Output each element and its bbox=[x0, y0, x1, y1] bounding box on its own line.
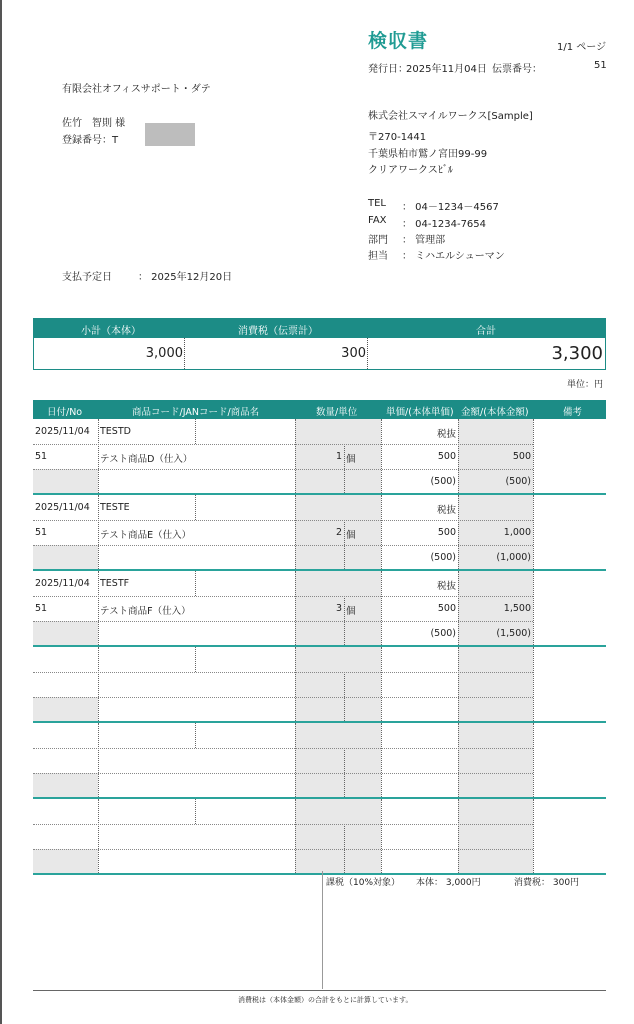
issue-date-label: 発行日： bbox=[368, 64, 408, 75]
item-amount: 1,000 bbox=[503, 527, 531, 538]
tel-value: ： 04－1234－4567 bbox=[402, 202, 499, 213]
shaded-cell bbox=[33, 469, 98, 493]
person-value: ： ミハエルシューマン bbox=[402, 251, 505, 262]
row-divider bbox=[33, 849, 533, 850]
column-divider bbox=[381, 799, 382, 873]
item-unit-price: 500 bbox=[437, 527, 456, 538]
slip-number-label: 伝票番号： bbox=[492, 64, 542, 75]
row-divider bbox=[33, 824, 533, 825]
column-divider bbox=[381, 419, 382, 493]
column-divider bbox=[533, 647, 534, 721]
col-date-no: 日付/No bbox=[47, 407, 83, 418]
shaded-cell bbox=[33, 545, 98, 569]
subtotal-value: 3,000 bbox=[145, 346, 183, 361]
column-divider bbox=[195, 419, 196, 444]
column-divider bbox=[458, 571, 459, 645]
slip-number: 51 bbox=[594, 60, 607, 71]
tax-base-amount: 本体： 3,000円 bbox=[416, 878, 481, 888]
row-divider bbox=[33, 545, 533, 546]
row-divider bbox=[33, 520, 533, 521]
subtotal-header: 小計（本体） bbox=[81, 326, 141, 337]
unit-label: 単位：円 bbox=[567, 380, 604, 390]
column-divider bbox=[98, 571, 99, 645]
column-divider bbox=[533, 799, 534, 873]
document-title: 検収書 bbox=[368, 30, 429, 52]
column-divider bbox=[533, 495, 534, 569]
column-divider bbox=[458, 723, 459, 797]
column-divider bbox=[295, 647, 296, 721]
col-remarks: 備考 bbox=[563, 407, 583, 418]
item-tax-type: 税抜 bbox=[436, 581, 456, 592]
item-no: 51 bbox=[35, 603, 48, 614]
item-base-price: (500) bbox=[430, 476, 456, 487]
shaded-cell bbox=[295, 647, 381, 721]
total-header: 合計 bbox=[476, 326, 496, 337]
row-divider bbox=[33, 697, 533, 698]
shaded-cell bbox=[33, 697, 98, 721]
recipient-company: 有限会社オフィスサポート・ダテ bbox=[62, 84, 211, 95]
shaded-cell bbox=[33, 773, 98, 797]
row-divider bbox=[33, 621, 533, 622]
person-label: 担当 bbox=[368, 251, 388, 262]
column-divider bbox=[98, 419, 99, 493]
item-code: TESTD bbox=[100, 426, 131, 437]
summary-divider bbox=[367, 338, 368, 369]
shaded-cell bbox=[458, 647, 533, 721]
summary-header bbox=[33, 318, 606, 338]
column-divider bbox=[533, 571, 534, 645]
column-divider bbox=[458, 647, 459, 721]
col-qty-unit: 数量/単位 bbox=[316, 407, 358, 418]
item-unit-price: 500 bbox=[437, 451, 456, 462]
tax-amount: 消費税： 300円 bbox=[514, 878, 580, 888]
column-divider bbox=[195, 571, 196, 596]
item-quantity: 1 bbox=[335, 451, 342, 462]
row-divider bbox=[33, 748, 533, 749]
item-amount: 1,500 bbox=[503, 603, 531, 614]
table-header bbox=[33, 400, 606, 419]
summary-values bbox=[33, 338, 606, 370]
item-name: テスト商品F（仕入） bbox=[100, 606, 191, 617]
shaded-cell bbox=[33, 621, 98, 645]
footer-divider bbox=[33, 990, 606, 991]
fax-label: FAX bbox=[368, 215, 387, 226]
column-divider bbox=[98, 495, 99, 569]
tax-category-label: 課税（10%対象） bbox=[326, 878, 401, 888]
row-divider bbox=[33, 773, 533, 774]
fax-value: ： 04-1234-7654 bbox=[402, 219, 487, 230]
sender-address-2: クリアワークスﾋﾞﾙ bbox=[368, 165, 453, 176]
column-divider bbox=[195, 647, 196, 672]
item-date: 2025/11/04 bbox=[35, 578, 90, 589]
item-amount: 500 bbox=[512, 451, 531, 462]
column-divider bbox=[381, 571, 382, 645]
item-date: 2025/11/04 bbox=[35, 426, 90, 437]
dept-label: 部門 bbox=[368, 235, 388, 246]
sender-address-1: 千葉県柏市鷲ノ宮田99-99 bbox=[368, 149, 488, 160]
payment-date-label: 支払予定日 bbox=[62, 272, 112, 283]
item-tax-type: 税抜 bbox=[436, 429, 456, 440]
column-divider bbox=[195, 495, 196, 520]
row-divider bbox=[33, 444, 533, 445]
column-divider bbox=[381, 723, 382, 797]
column-divider bbox=[381, 647, 382, 721]
item-unit: 個 bbox=[346, 454, 356, 465]
footer-note: 消費税は（本体金額）の合計をもとに計算しています。 bbox=[238, 996, 413, 1004]
column-divider bbox=[295, 571, 296, 645]
recipient-person: 佐竹 智則 様 bbox=[62, 118, 126, 129]
payment-date: ： 2025年12月20日 bbox=[138, 272, 233, 283]
sender-company: 株式会社スマイルワークス[Sample] bbox=[368, 111, 533, 122]
row-divider bbox=[33, 672, 533, 673]
item-unit-price: 500 bbox=[437, 603, 456, 614]
item-no: 51 bbox=[35, 451, 48, 462]
shaded-cell bbox=[458, 723, 533, 797]
detail-table bbox=[33, 419, 606, 870]
item-code: TESTE bbox=[100, 502, 130, 513]
column-divider bbox=[458, 419, 459, 493]
column-divider bbox=[98, 647, 99, 721]
column-divider bbox=[533, 419, 534, 493]
column-divider bbox=[195, 799, 196, 824]
shaded-cell bbox=[458, 799, 533, 873]
column-divider bbox=[533, 723, 534, 797]
item-base-amount: (1,000) bbox=[496, 552, 531, 563]
item-name: テスト商品D（仕入） bbox=[100, 454, 193, 465]
tax-section-divider bbox=[322, 871, 323, 989]
item-quantity: 3 bbox=[335, 603, 342, 614]
shaded-cell bbox=[295, 723, 381, 797]
page-number: 1/1 ページ bbox=[557, 42, 607, 53]
total-value: 3,300 bbox=[551, 343, 603, 364]
item-base-price: (500) bbox=[430, 552, 456, 563]
registration-number-label: 登録番号：T bbox=[62, 135, 119, 146]
item-base-price: (500) bbox=[430, 628, 456, 639]
item-code: TESTF bbox=[100, 578, 130, 589]
issue-date: 2025年11月04日 bbox=[406, 64, 487, 75]
item-base-amount: (500) bbox=[505, 476, 531, 487]
column-divider bbox=[295, 799, 296, 873]
shaded-cell bbox=[33, 849, 98, 873]
column-divider bbox=[98, 723, 99, 797]
column-divider bbox=[381, 495, 382, 569]
col-amount: 金額/(本体金額) bbox=[461, 407, 529, 418]
column-divider bbox=[195, 723, 196, 748]
tel-label: TEL bbox=[368, 198, 386, 209]
row-divider bbox=[33, 596, 533, 597]
sender-zip: 〒270-1441 bbox=[368, 132, 427, 143]
item-date: 2025/11/04 bbox=[35, 502, 90, 513]
column-divider bbox=[295, 495, 296, 569]
row-divider bbox=[33, 469, 533, 470]
column-divider bbox=[295, 723, 296, 797]
dept-value: ： 管理部 bbox=[402, 235, 446, 246]
tax-header: 消費税（伝票計） bbox=[238, 326, 318, 337]
shaded-cell bbox=[295, 799, 381, 873]
column-divider bbox=[295, 419, 296, 493]
column-divider bbox=[98, 799, 99, 873]
item-quantity: 2 bbox=[335, 527, 342, 538]
col-product: 商品コード/JANコード/商品名 bbox=[132, 407, 260, 418]
column-divider bbox=[458, 799, 459, 873]
item-tax-type: 税抜 bbox=[436, 505, 456, 516]
item-unit: 個 bbox=[346, 606, 356, 617]
item-no: 51 bbox=[35, 527, 48, 538]
tax-value: 300 bbox=[341, 346, 366, 361]
summary-divider bbox=[184, 338, 185, 369]
col-unit-price: 単価/(本体単価) bbox=[386, 407, 454, 418]
item-base-amount: (1,500) bbox=[496, 628, 531, 639]
item-name: テスト商品E（仕入） bbox=[100, 530, 192, 541]
column-divider bbox=[458, 495, 459, 569]
item-unit: 個 bbox=[346, 530, 356, 541]
redacted-registration-number bbox=[145, 123, 195, 146]
